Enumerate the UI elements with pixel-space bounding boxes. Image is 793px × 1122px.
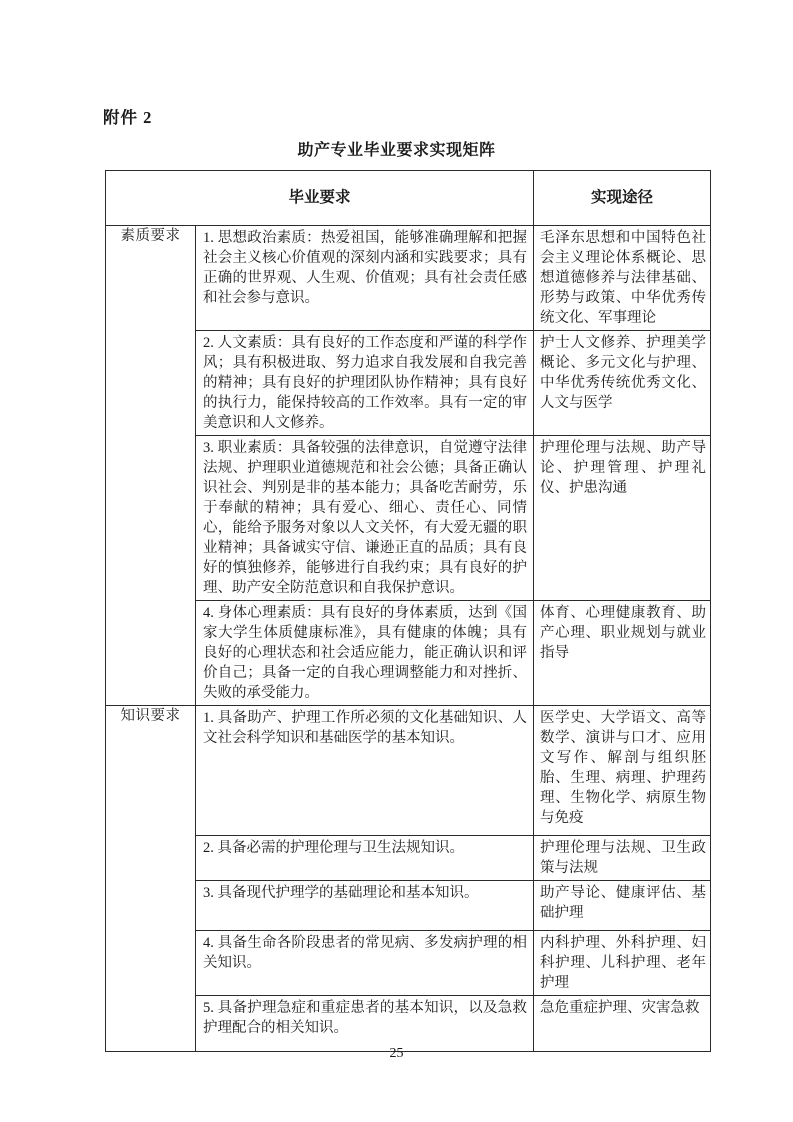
requirement-cell: 2. 具备必需的护理伦理与卫生法规知识。 bbox=[196, 836, 534, 881]
page-title: 助产专业毕业要求实现矩阵 bbox=[297, 142, 496, 159]
requirement-cell: 3. 职业素质：具备较强的法律意识，自觉遵守法律法规、护理职业道德规范和社会公德；具备正确认识社会、判别是非的基本能力；具备吃苦耐劳，乐于奉献的精神；具有爱心、细心、责任心、同情心，能给予服务对象以人文关怀，有大爱无疆的职业精神；具备诚实守信、谦逊正直的品质；具有良好的慎独修养，能够进行自我约束；具有良好的护理、助产安全防范意识和自我保护意识。 bbox=[196, 436, 534, 601]
column-header-implementation-pathways: 实现途径 bbox=[534, 171, 711, 226]
requirement-cell: 3. 具备现代护理学的基础理论和基本知识。 bbox=[196, 881, 534, 931]
table-row bbox=[106, 226, 711, 331]
table-row bbox=[106, 601, 711, 706]
pathway-cell: 急危重症护理、灾害急救 bbox=[534, 996, 711, 1052]
requirement-cell: 2. 人文素质：具有良好的工作态度和严谨的科学作风；具有积极进取、努力追求自我发展和自我完善的精神；具有良好的护理团队协作精神；具有良好的执行力，能保持较高的工作效率。具有一定的审美意识和人文修养。 bbox=[196, 331, 534, 436]
table-row bbox=[106, 436, 711, 601]
pathway-cell: 助产导论、健康评估、基础护理 bbox=[534, 881, 711, 931]
requirement-cell: 1. 具备助产、护理工作所必须的文化基础知识、人文社会科学知识和基础医学的基本知识。 bbox=[196, 706, 534, 836]
pathway-cell: 内科护理、外科护理、妇科护理、儿科护理、老年护理 bbox=[534, 931, 711, 996]
requirement-cell: 5. 具备护理急症和重症患者的基本知识，以及急救护理配合的相关知识。 bbox=[196, 996, 534, 1052]
page-number: 25 bbox=[389, 1046, 404, 1061]
requirement-cell: 1. 思想政治素质：热爱祖国，能够准确理解和把握社会主义核心价值观的深刻内涵和实践要求；具有正确的世界观、人生观、价值观；具有社会责任感和社会参与意识。 bbox=[196, 226, 534, 331]
requirement-cell: 4. 具备生命各阶段患者的常见病、多发病护理的相关知识。 bbox=[196, 931, 534, 996]
table-row bbox=[106, 996, 711, 1052]
table-row bbox=[106, 836, 711, 881]
table-row bbox=[106, 931, 711, 996]
pathway-cell: 护理伦理与法规、卫生政策与法规 bbox=[534, 836, 711, 881]
table-row bbox=[106, 881, 711, 931]
pathway-cell: 医学史、大学语文、高等数学、演讲与口才、应用文写作、解剖与组织胚胎、生理、病理、护理药理、生物化学、病原生物与免疫 bbox=[534, 706, 711, 836]
attachment-label: 附件 2 bbox=[103, 108, 153, 127]
group-label-quality-requirements: 素质要求 bbox=[106, 226, 196, 706]
column-header-graduation-requirements: 毕业要求 bbox=[106, 171, 534, 226]
pathway-cell: 毛泽东思想和中国特色社会主义理论体系概论、思想道德修养与法律基础、形势与政策、中华优秀传统文化、军事理论 bbox=[534, 226, 711, 331]
graduation-requirements-matrix-table bbox=[105, 170, 711, 1052]
table-row bbox=[106, 331, 711, 436]
pathway-cell: 护理伦理与法规、助产导论、护理管理、护理礼仪、护患沟通 bbox=[534, 436, 711, 601]
pathway-cell: 体育、心理健康教育、助产心理、职业规划与就业指导 bbox=[534, 601, 711, 706]
table-header-row bbox=[106, 171, 711, 226]
requirement-cell: 4. 身体心理素质：具有良好的身体素质，达到《国家大学生体质健康标准》，具有健康的体魄；具有良好的心理状态和社会适应能力，能正确认识和评价自己；具备一定的自我心理调整能力和对挫折、失败的承受能力。 bbox=[196, 601, 534, 706]
group-label-knowledge-requirements: 知识要求 bbox=[106, 706, 196, 1052]
pathway-cell: 护士人文修养、护理美学概论、多元文化与护理、中华优秀传统优秀文化、人文与医学 bbox=[534, 331, 711, 436]
table-row bbox=[106, 706, 711, 836]
